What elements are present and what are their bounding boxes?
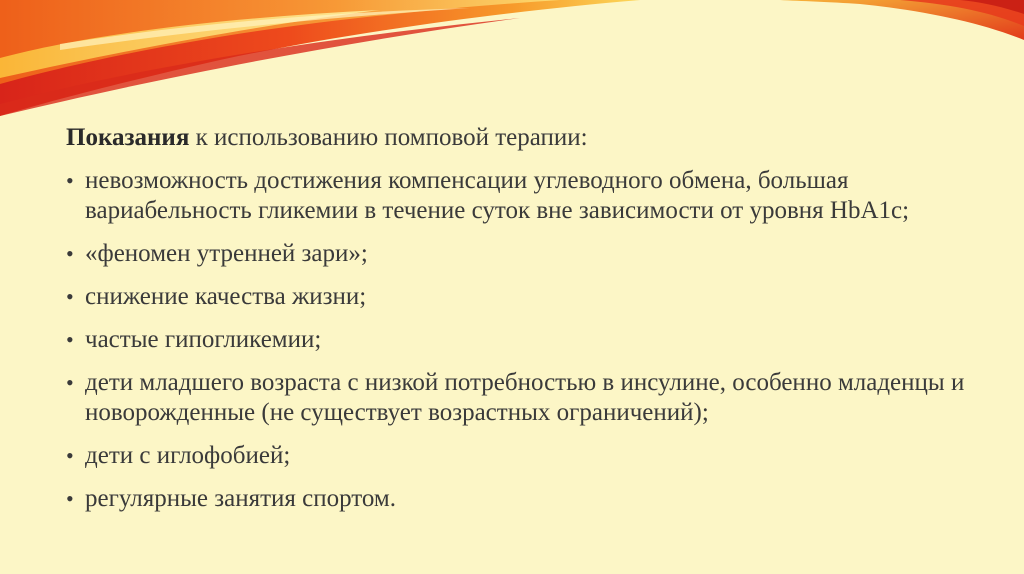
bullet-icon: • (66, 241, 74, 266)
flame-swoosh-decoration (0, 0, 1024, 140)
list-item (66, 368, 996, 428)
list-item-text: дети младшего возраста с низкой потребностью в инсулине, особенно младенцы и новорожденные (не существует возрастных ограничений); (85, 369, 965, 426)
list-item (66, 484, 996, 514)
list-item (66, 441, 996, 471)
list-item-text: регулярные занятия спортом. (85, 485, 396, 512)
bullet-icon: • (66, 486, 74, 511)
slide-content (66, 122, 996, 527)
list-item (66, 282, 996, 312)
bullet-icon: • (66, 284, 74, 309)
slide-heading (66, 122, 996, 154)
indications-list (66, 166, 996, 514)
list-item-text: «феномен утренней зари»; (85, 240, 368, 267)
heading-rest-text: к использованию помповой терапии: (189, 124, 588, 151)
heading-bold-term: Показания (66, 124, 190, 151)
bullet-icon: • (66, 370, 74, 395)
list-item-text: дети с иглофобией; (85, 442, 291, 469)
list-item-text: невозможность достижения компенсации углеводного обмена, большая вариабельность гликемии в течение суток вне зависимости от уровня HbA1c; (85, 167, 910, 224)
list-item-text: снижение качества жизни; (85, 283, 367, 310)
list-item (66, 325, 996, 355)
list-item (66, 239, 996, 269)
bullet-icon: • (66, 168, 74, 193)
list-item-text: частые гипогликемии; (85, 326, 322, 353)
bullet-icon: • (66, 327, 74, 352)
bullet-icon: • (66, 443, 74, 468)
list-item (66, 166, 996, 226)
